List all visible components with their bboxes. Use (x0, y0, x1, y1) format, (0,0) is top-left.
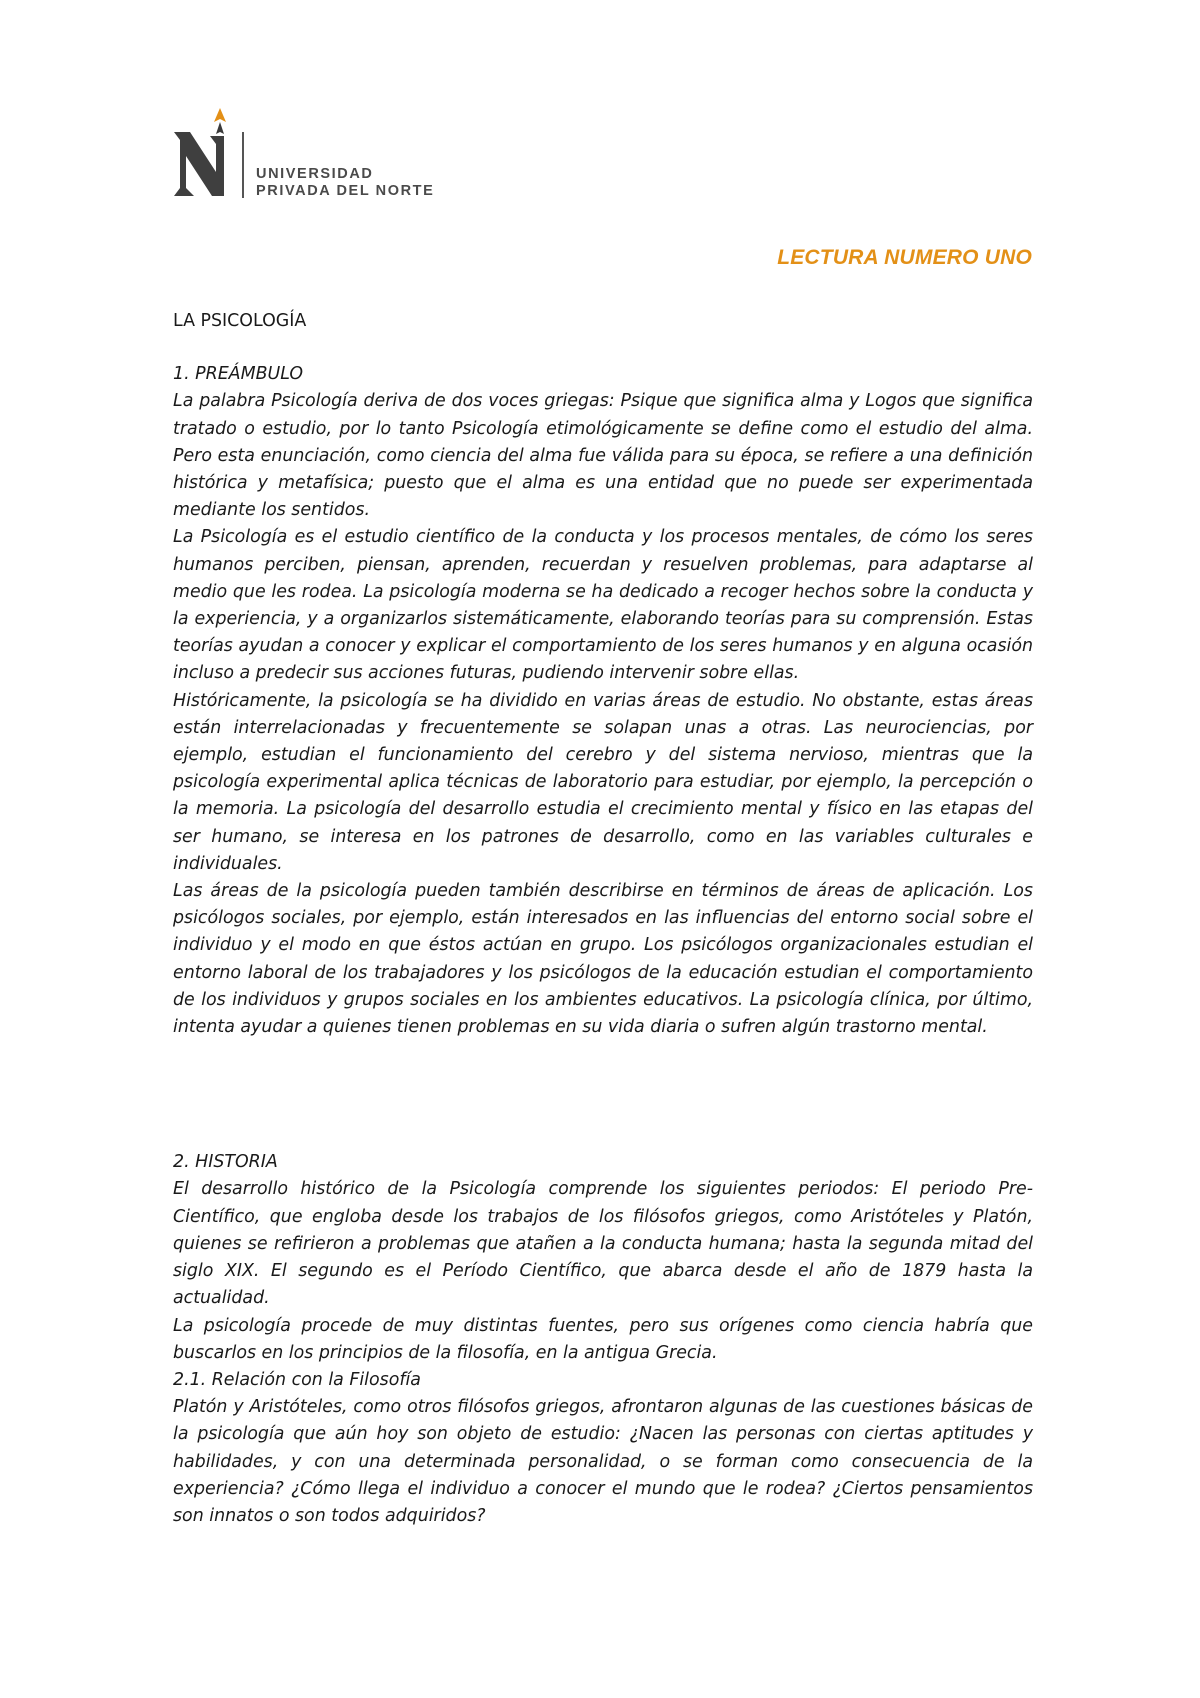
section-1-paragraph: La palabra Psicología deriva de dos voces griegas: Psique que significa alma y Logos que significa tratado o estudio, por lo tanto Psicología etimológicamente se define como el estudio del alma. Pero esta enunciación, como ciencia del alma fue válida para su época, se refiere a una definición histórica y metafísica; puesto que el alma es una entidad que no puede ser experimentada mediante los sentidos. (173, 391, 1033, 521)
subject-heading: LA PSICOLOGÍA (173, 311, 307, 331)
section-2-1-heading: 2.1. Relación con la Filosofía (173, 1369, 421, 1390)
logo-n-icon (172, 108, 252, 204)
university-name (256, 166, 434, 200)
university-logo (172, 108, 472, 204)
section-2-paragraph: La psicología procede de muy distintas fuentes, pero sus orígenes como ciencia habría que buscarlos en los principios de la filosofía, en la antigua Grecia. (173, 1315, 1033, 1363)
section-1-paragraph: La Psicología es el estudio científico de la conducta y los procesos mentales, de cómo los seres humanos perciben, piensan, aprenden, recuerdan y resuelven problemas, para adaptarse al medio que les rodea. La psicología moderna se ha dedicado a recoger hechos sobre la conducta y la experiencia, y a organizarlos sistemáticamente, elaborando teorías para su comprensión. Estas teorías ayudan a conocer y explicar el comportamiento de los seres humanos y en alguna ocasión incluso a predecir sus acciones futuras, pudiendo intervenir sobre ellas. (173, 527, 1033, 684)
section-2-paragraph: El desarrollo histórico de la Psicología comprende los siguientes periodos: El periodo Pre-Científico, que engloba desde los trabajos de los filósofos griegos, como Aristóteles y Platón, quienes se refirieron a problemas que atañen a la conducta humana; hasta la segunda mitad del siglo XIX. El segundo es el Período Científico, que abarca desde el año de 1879 hasta la actualidad. (173, 1179, 1033, 1309)
section-1-paragraph: Las áreas de la psicología pueden también describirse en términos de áreas de aplicación. Los psicólogos sociales, por ejemplo, están interesados en las influencias del entorno social sobre el individuo y el modo en que éstos actúan en grupo. Los psicólogos organizacionales estudian el entorno laboral de los trabajadores y los psicólogos de la educación estudian el comportamiento de los individuos y grupos sociales en los ambientes educativos. La psicología clínica, por último, intenta ayudar a quienes tienen problemas en su vida diaria o sufren algún trastorno mental. (173, 881, 1033, 1038)
spacer (173, 335, 1033, 361)
document-body (173, 308, 1033, 1530)
section-1-heading: 1. PREÁMBULO (173, 364, 304, 385)
spacer (173, 1041, 1033, 1149)
section-1-paragraph: Históricamente, la psicología se ha dividido en varias áreas de estudio. No obstante, estas áreas están interrelacionadas y frecuentemente se solapan unas a otras. Las neurociencias, por ejemplo, estudian el funcionamiento del cerebro y del sistema nervioso, mientras que la psicología experimental aplica técnicas de laboratorio para estudiar, por ejemplo, la percepción o la memoria. La psicología del desarrollo estudia el crecimiento mental y físico en las etapas del ser humano, se interesa en los patrones de desarrollo, como en las variables culturales e individuales. (173, 690, 1033, 874)
section-2-heading: 2. HISTORIA (173, 1152, 278, 1173)
university-line-2: PRIVADA DEL NORTE (256, 183, 435, 199)
university-line-1: UNIVERSIDAD (256, 166, 374, 182)
document-title: LECTURA NUMERO UNO (777, 246, 1032, 269)
section-2-1-paragraph: Platón y Aristóteles, como otros filósofos griegos, afrontaron algunas de las cuestiones básicas de la psicología que aún hoy son objeto de estudio: ¿Nacen las personas con ciertas aptitudes y habilidades, y con una determinada personalidad, o se forman como consecuencia de la experiencia? ¿Cómo llega el individuo a conocer el mundo que le rodea? ¿Ciertos pensamientos son innatos o son todos adquiridos? (173, 1397, 1033, 1526)
